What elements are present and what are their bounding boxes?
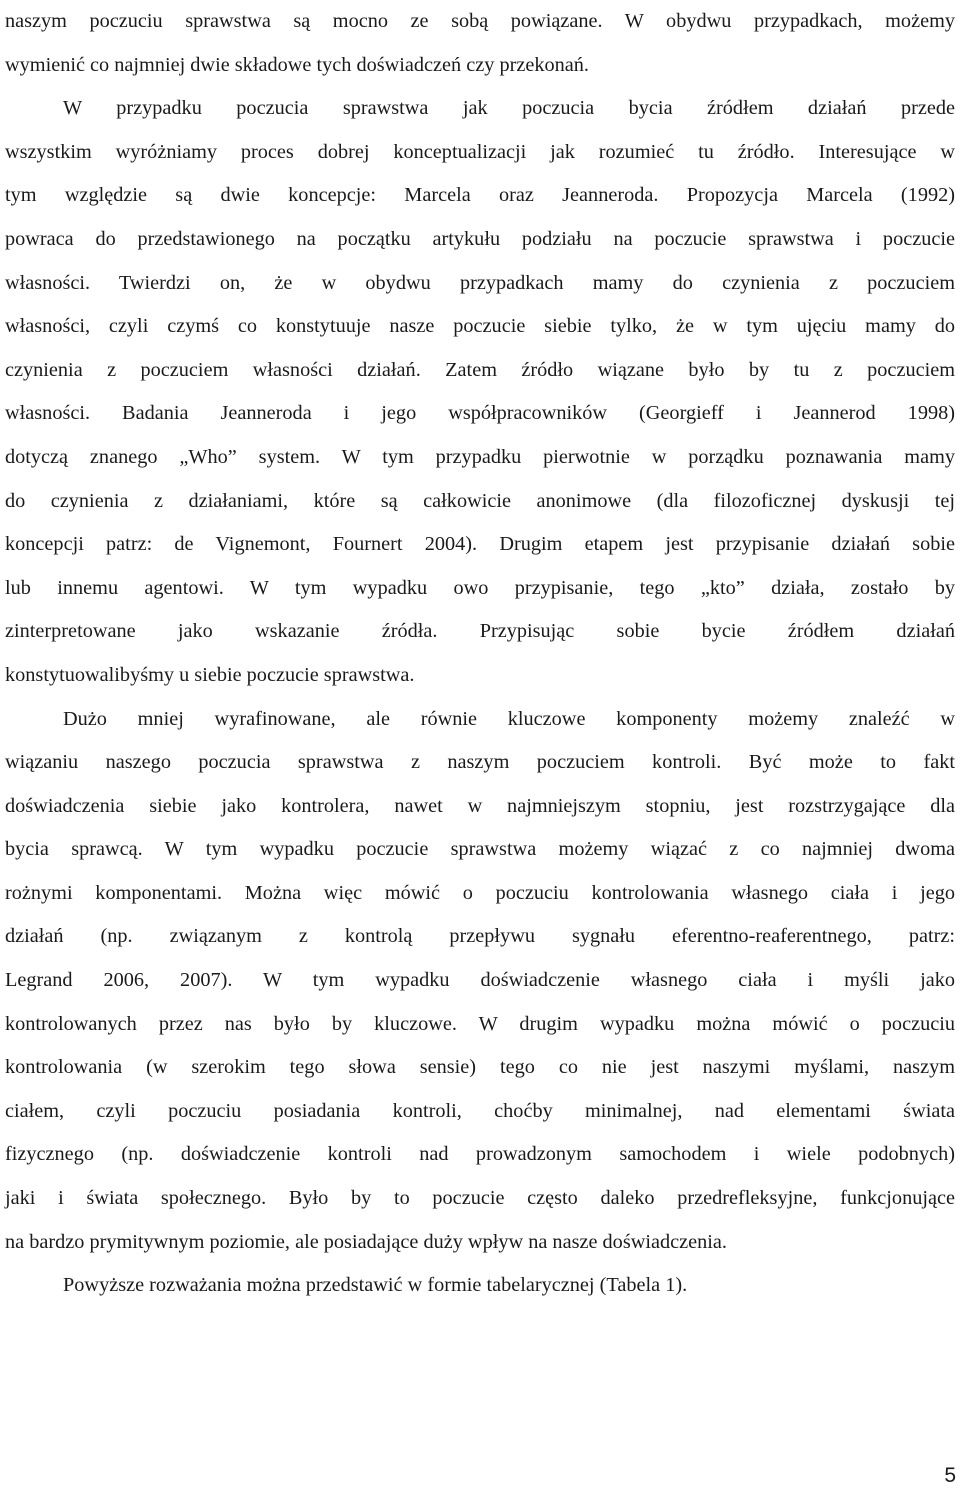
- text-line: działań (np. związanym z kontrolą przepływu sygnału eferentno-reaferentnego, patrz:: [5, 925, 955, 948]
- text-line: bycia sprawcą. W tym wypadku poczucie sprawstwa możemy wiązać z co najmniej dwoma: [5, 838, 955, 861]
- text-line: jaki i świata społecznego. Było by to poczucie często daleko przedrefleksyjne, funkcjonujące: [5, 1187, 955, 1210]
- text-line: wszystkim wyróżniamy proces dobrej konceptualizacji jak rozumieć tu źródło. Interesujące w: [5, 140, 955, 163]
- text-line: własności. Badania Jeanneroda i jego współpracowników (Georgieff i Jeannerod 1998): [5, 402, 955, 425]
- text-line: naszym poczuciu sprawstwa są mocno ze sobą powiązane. W obydwu przypadkach, możemy: [5, 10, 955, 32]
- text-line: lub innemu agentowi. W tym wypadku owo przypisanie, tego „kto” działa, zostało by: [5, 576, 955, 599]
- text-line: doświadczenia siebie jako kontrolera, nawet w najmniejszym stopniu, jest rozstrzygające dla: [5, 794, 955, 817]
- document-page: [5, 0, 955, 1308]
- body-text: [5, 0, 955, 1308]
- text-line: tym względzie są dwie koncepcje: Marcela oraz Jeanneroda. Propozycja Marcela (1992): [5, 184, 955, 207]
- text-line: powraca do przedstawionego na początku artykułu podziału na poczucie sprawstwa i poczucie: [5, 227, 955, 250]
- text-line: na bardzo prymitywnym poziomie, ale posiadające duży wpływ na nasze doświadczenia.: [5, 1230, 727, 1253]
- text-line: kontrolowanych przez nas było by kluczowe. W drugim wypadku można mówić o poczuciu: [5, 1012, 955, 1035]
- text-line: fizycznego (np. doświadczenie kontroli nad prowadzonym samochodem i wiele podobnych): [5, 1143, 955, 1166]
- text-line: W przypadku poczucia sprawstwa jak poczucia bycia źródłem działań przede: [63, 97, 955, 120]
- text-line: własności, czyli czymś co konstytuuje nasze poczucie siebie tylko, że w tym ujęciu mamy do: [5, 315, 955, 338]
- text-line: do czynienia z działaniami, które są całkowicie anonimowe (dla filozoficznej dyskusji tej: [5, 489, 955, 512]
- text-line: koncepcji patrz: de Vignemont, Fournert 2004). Drugim etapem jest przypisanie działań sobie: [5, 533, 955, 556]
- page-number: 5: [944, 1464, 956, 1487]
- text-line: Powyższe rozważania można przedstawić w formie tabelarycznej (Tabela 1).: [63, 1274, 688, 1297]
- text-line: czynienia z poczuciem własności działań. Zatem źródło wiązane było by tu z poczuciem: [5, 358, 955, 381]
- text-line: wiązaniu naszego poczucia sprawstwa z naszym poczuciem kontroli. Być może to fakt: [5, 751, 955, 774]
- text-line: własności. Twierdzi on, że w obydwu przypadkach mamy do czynienia z poczuciem: [5, 271, 955, 294]
- text-line: dotyczą znanego „Who” system. W tym przypadku pierwotnie w porządku poznawania mamy: [5, 445, 955, 468]
- text-line: wymienić co najmniej dwie składowe tych doświadczeń czy przekonań.: [5, 53, 590, 76]
- text-line: kontrolowania (w szerokim tego słowa sensie) tego co nie jest naszymi myślami, naszym: [5, 1056, 955, 1079]
- text-line: zinterpretowane jako wskazanie źródła. Przypisując sobie bycie źródłem działań: [5, 620, 955, 643]
- text-line: Dużo mniej wyrafinowane, ale równie kluczowe komponenty możemy znaleźć w: [63, 707, 955, 730]
- text-line: rożnymi komponentami. Można więc mówić o poczuciu kontrolowania własnego ciała i jego: [5, 881, 955, 904]
- text-line: Legrand 2006, 2007). W tym wypadku doświadczenie własnego ciała i myśli jako: [5, 969, 955, 992]
- text-line: konstytuowalibyśmy u siebie poczucie sprawstwa.: [5, 663, 415, 686]
- text-line: ciałem, czyli poczuciu posiadania kontroli, choćby minimalnej, nad elementami świata: [5, 1099, 955, 1122]
